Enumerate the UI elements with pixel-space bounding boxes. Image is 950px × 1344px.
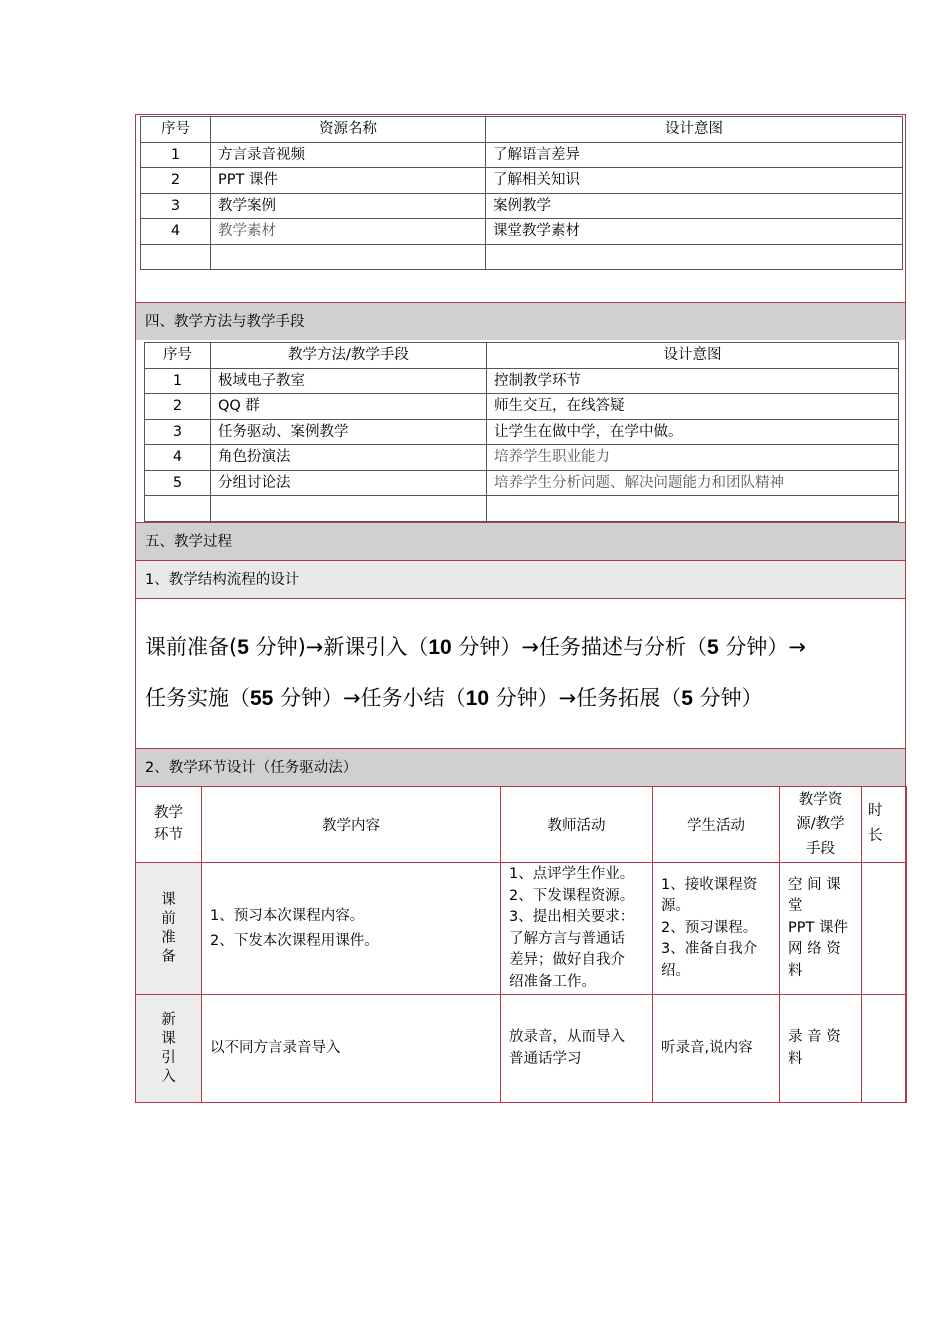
cell-teacher: 放录音，从而导入 普通话学习 [501, 995, 653, 1103]
cell-no: 3 [141, 193, 211, 219]
cell-no: 1 [141, 142, 211, 168]
cell-student: 1、接收课程资 源。 2、预习课程。 3、准备自我介 绍。 [653, 863, 780, 995]
cell-name: PPT 课件 [211, 168, 486, 194]
section-heading-process: 五、教学过程 [136, 522, 905, 560]
table-header-row [145, 343, 899, 369]
flow-line-1: 课前准备(5 分钟)→新课引入（10 分钟）→任务描述与分析（5 分钟）→ [145, 635, 806, 659]
cell-student: 听录音,说内容 [653, 995, 780, 1103]
cell-teacher: 1、点评学生作业。 2、下发课程资源。 3、提出相关要求： 了解方言与普通话 差异；做好自我介 绍准备工作。 [501, 863, 653, 995]
subsection-heading-flow: 1、教学结构流程的设计 [136, 560, 905, 599]
header-intent: 设计意图 [486, 117, 903, 143]
cell-duration [862, 995, 907, 1103]
flow-line-2: 任务实施（55 分钟）→任务小结（10 分钟）→任务拓展（5 分钟） [145, 686, 763, 710]
header-no: 序号 [145, 343, 211, 369]
header-name: 资源名称 [211, 117, 486, 143]
cell-empty [145, 496, 211, 522]
table-row [141, 193, 903, 219]
cell-name: 教学素材 [211, 219, 486, 245]
cell-no: 5 [145, 470, 211, 496]
table-row [141, 219, 903, 245]
cell-empty [211, 496, 487, 522]
cell-resource: 录 音 资 料 [780, 995, 862, 1103]
table-row-empty [141, 244, 903, 270]
cell-no: 2 [141, 168, 211, 194]
cell-empty [487, 496, 899, 522]
cell-empty [486, 244, 903, 270]
cell-method: 分组讨论法 [211, 470, 487, 496]
header-student: 学生活动 [653, 787, 780, 863]
cell-no: 4 [145, 445, 211, 471]
table-header-row [141, 117, 903, 143]
table-row [136, 995, 907, 1103]
header-content: 教学内容 [202, 787, 501, 863]
subsection-heading-steps: 2、教学环节设计（任务驱动法） [136, 748, 905, 786]
cell-intent: 控制教学环节 [487, 368, 899, 394]
cell-intent: 让学生在做中学，在学中做。 [487, 419, 899, 445]
table-row-empty [145, 496, 899, 522]
cell-content: 1、预习本次课程内容。 2、下发本次课程用课件。 [202, 863, 501, 995]
cell-intent: 了解语言差异 [486, 142, 903, 168]
header-resource: 教学资 源/教学 手段 [780, 787, 862, 863]
cell-no: 4 [141, 219, 211, 245]
cell-intent: 培养学生职业能力 [487, 445, 899, 471]
header-intent: 设计意图 [487, 343, 899, 369]
header-duration: 时 长 [862, 787, 907, 863]
header-teacher: 教师活动 [501, 787, 653, 863]
cell-no: 1 [145, 368, 211, 394]
table-row [136, 863, 907, 995]
cell-intent: 课堂教学素材 [486, 219, 903, 245]
table-row [141, 142, 903, 168]
table-row [145, 394, 899, 420]
cell-no: 2 [145, 394, 211, 420]
table-row [145, 419, 899, 445]
header-no: 序号 [141, 117, 211, 143]
cell-name: 教学案例 [211, 193, 486, 219]
cell-stage: 课 前 准 备 [136, 863, 202, 995]
table-row [145, 445, 899, 471]
flow-separator [136, 598, 905, 599]
flow-text [145, 622, 806, 724]
cell-method: QQ 群 [211, 394, 487, 420]
cell-intent: 了解相关知识 [486, 168, 903, 194]
cell-intent: 师生交互，在线答疑 [487, 394, 899, 420]
cell-method: 极域电子教室 [211, 368, 487, 394]
table-header-row [136, 787, 907, 863]
resources-table [140, 116, 903, 270]
cell-method: 任务驱动、案例教学 [211, 419, 487, 445]
cell-resource: 空 间 课 堂 PPT 课件 网 络 资 料 [780, 863, 862, 995]
cell-duration [862, 863, 907, 995]
cell-empty [211, 244, 486, 270]
cell-method: 角色扮演法 [211, 445, 487, 471]
cell-empty [141, 244, 211, 270]
cell-stage: 新 课 引 入 [136, 995, 202, 1103]
header-method: 教学方法/教学手段 [211, 343, 487, 369]
table-row [141, 168, 903, 194]
cell-intent: 培养学生分析问题、解决问题能力和团队精神 [487, 470, 899, 496]
cell-content: 以不同方言录音导入 [202, 995, 501, 1103]
cell-intent: 案例教学 [486, 193, 903, 219]
header-stage: 教学 环节 [136, 787, 202, 863]
table-row [145, 470, 899, 496]
cell-no: 3 [145, 419, 211, 445]
methods-table [144, 342, 899, 522]
table-row [145, 368, 899, 394]
cell-name: 方言录音视频 [211, 142, 486, 168]
section-heading-methods: 四、教学方法与教学手段 [136, 302, 905, 340]
steps-table [135, 786, 907, 1103]
